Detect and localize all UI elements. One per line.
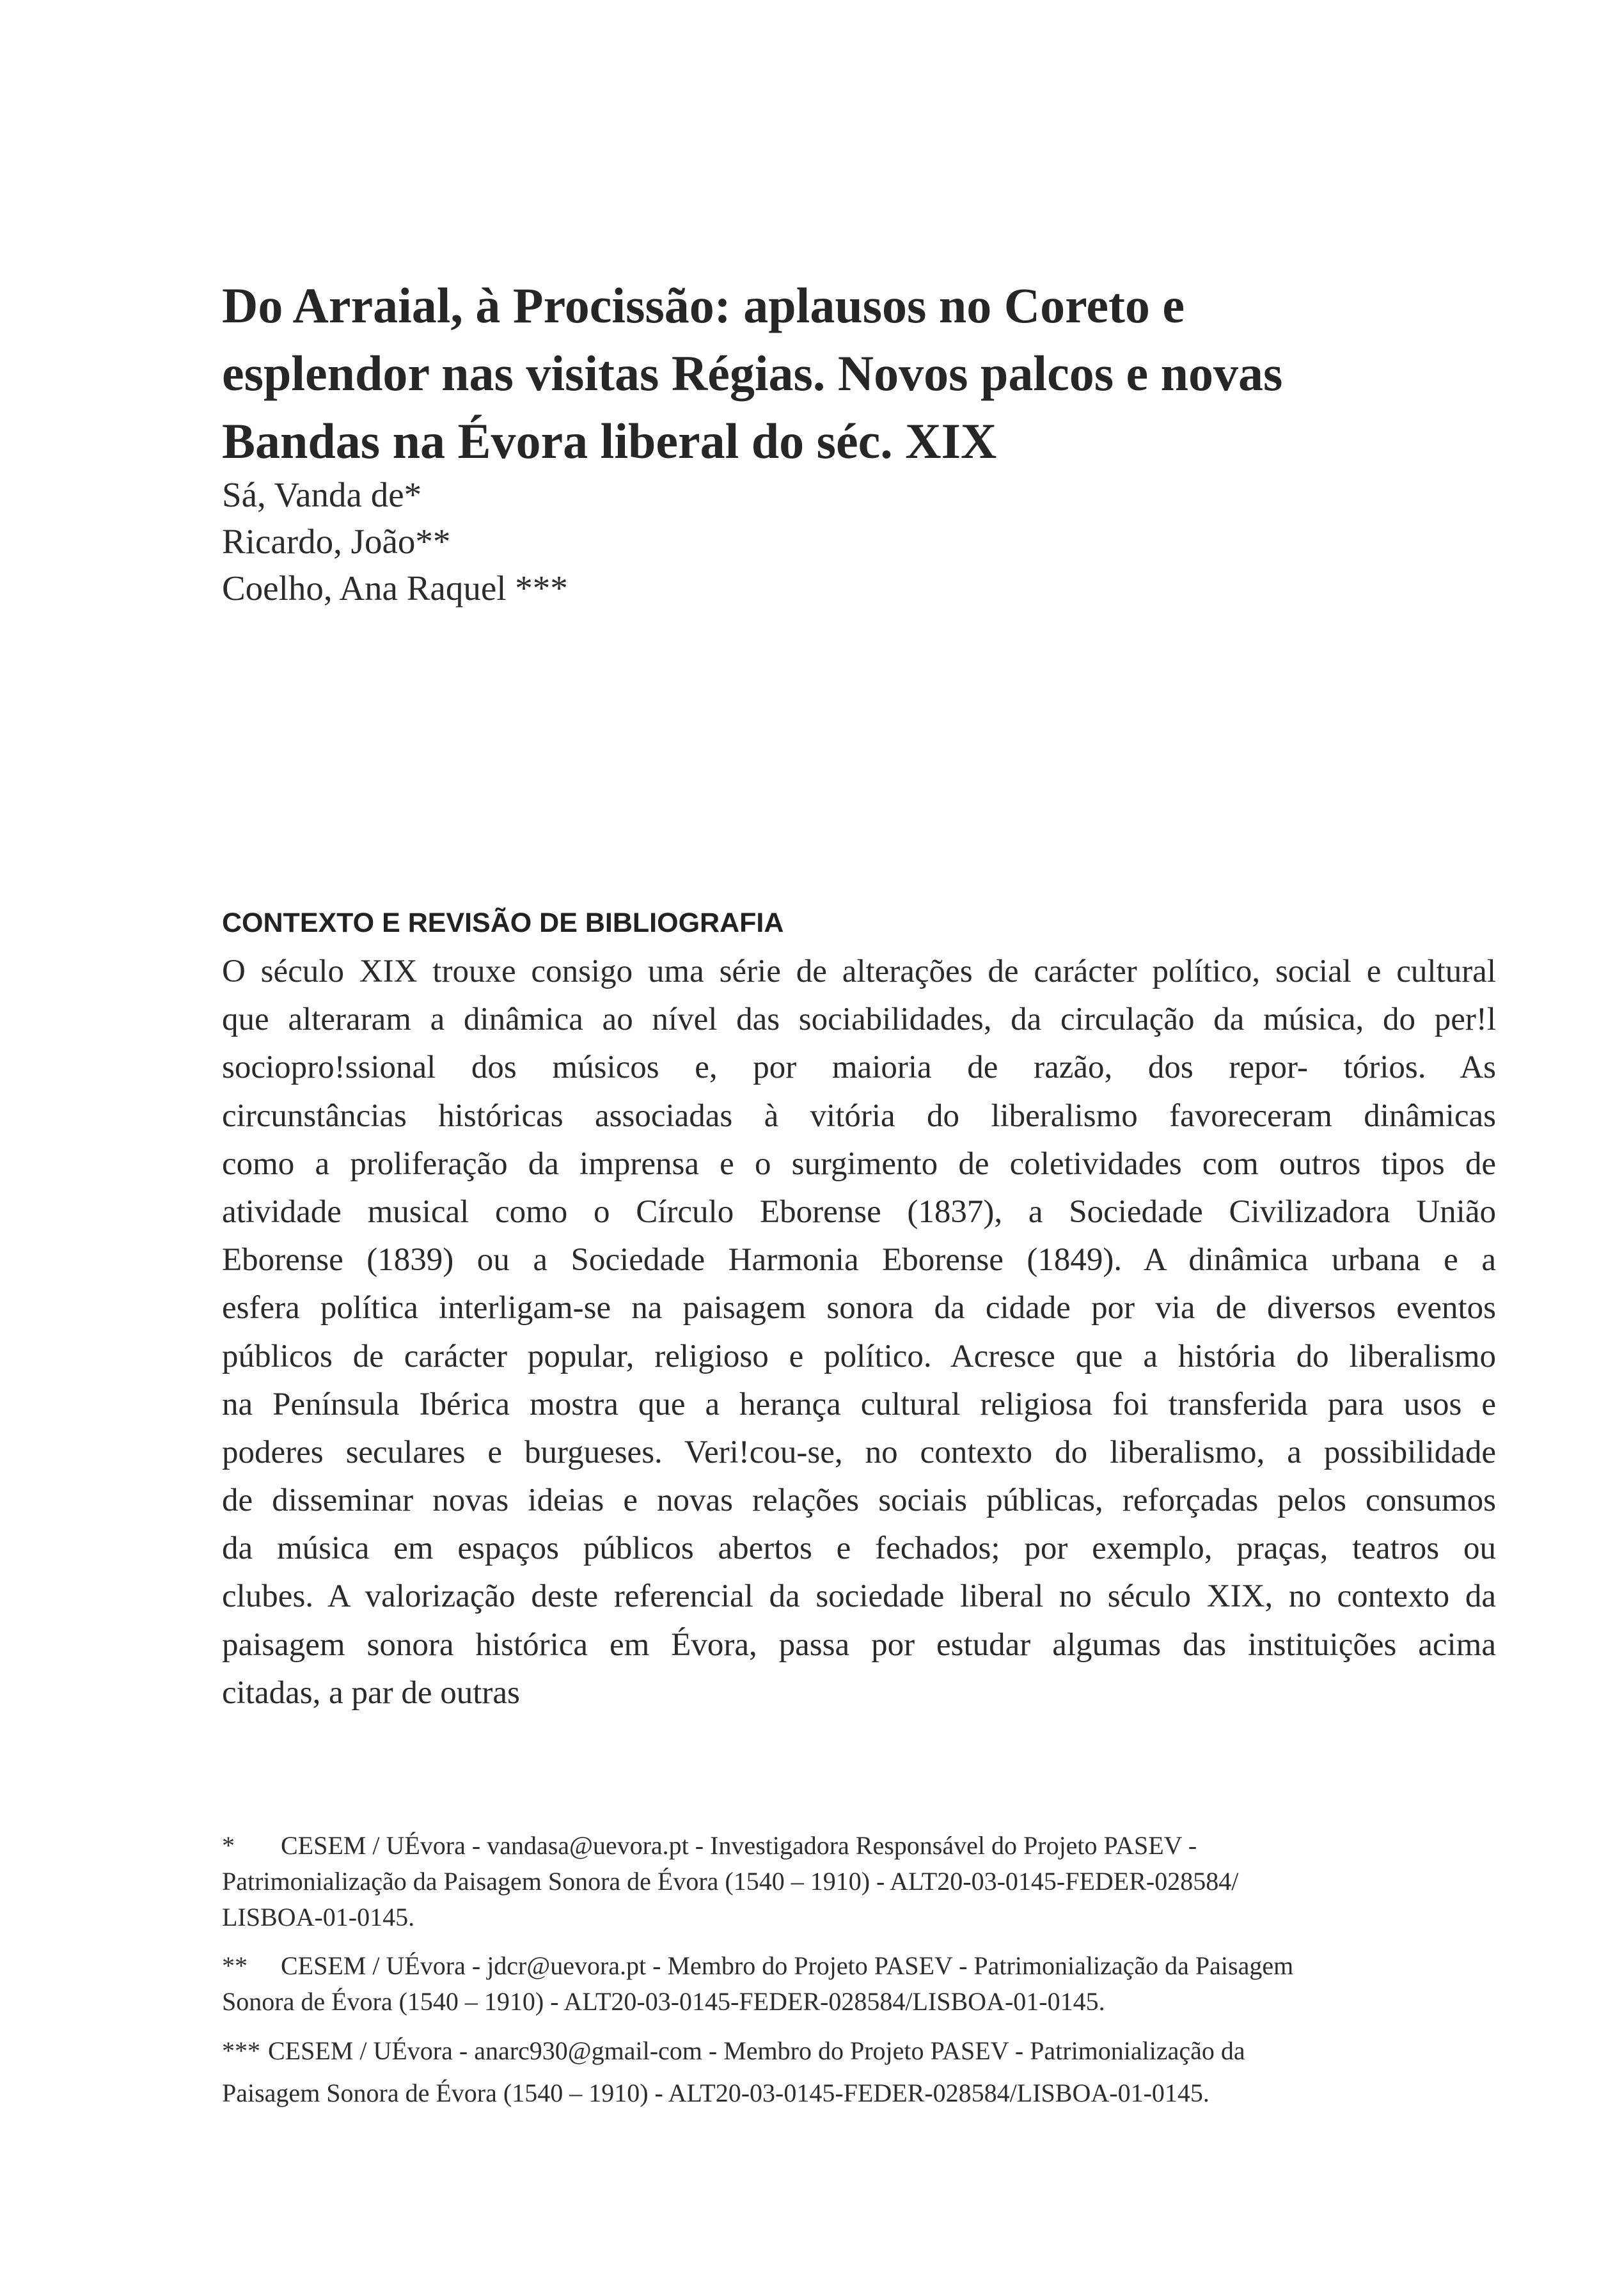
- footnote-marker: ***: [222, 2036, 260, 2065]
- footnote-line: LISBOA-01-0145.: [222, 1903, 415, 1931]
- footnote: [222, 1948, 1476, 2020]
- footnote: [222, 2030, 1476, 2114]
- footnote-line: CESEM / UÉvora - anarc930@gmail-com - Membro do Projeto PASEV - Patrimonialização da: [268, 2036, 1245, 2065]
- body-line: de disseminar novas ideias e novas relações sociais públicas, reforçadas pelos consumos: [222, 1482, 1496, 1519]
- body-line: poderes seculares e burgueses. Veri!cou-se, no contexto do liberalismo, a possibilidade: [222, 1434, 1496, 1470]
- body-line: paisagem sonora histórica em Évora, passa por estudar algumas das instituições acima: [222, 1626, 1496, 1663]
- body-line: citadas, a par de outras: [222, 1674, 520, 1711]
- body-line: na Península Ibérica mostra que a herança cultural religiosa foi transferida para usos e: [222, 1386, 1496, 1422]
- title-line: Bandas na Évora liberal do séc. XIX: [222, 413, 997, 469]
- body-line: circunstâncias históricas associadas à vitória do liberalismo favoreceram dinâmicas: [222, 1097, 1496, 1134]
- author-list: [222, 471, 568, 611]
- footnote-line: Patrimonialização da Paisagem Sonora de Évora (1540 – 1910) - ALT20-03-0145-FEDER-028584/: [222, 1867, 1239, 1896]
- section-heading: CONTEXTO E REVISÃO DE BIBLIOGRAFIA: [222, 908, 784, 938]
- footnote-marker: **: [222, 1951, 248, 1980]
- footnote-line: CESEM / UÉvora - jdcr@uevora.pt - Membro do Projeto PASEV - Patrimonialização da Paisagem: [281, 1951, 1294, 1980]
- author-name: Coelho, Ana Raquel ***: [222, 569, 568, 608]
- body-line: como a proliferação da imprensa e o surgimento de coletividades com outros tipos de: [222, 1145, 1496, 1182]
- body-line: da música em espaços públicos abertos e fechados; por exemplo, praças, teatros ou: [222, 1530, 1496, 1567]
- body-line: esfera política interligam-se na paisagem sonora da cidade por via de diversos eventos: [222, 1290, 1496, 1326]
- footnotes: [222, 1828, 1476, 2114]
- body-line: sociopro!ssional dos músicos e, por maioria de razão, dos repor- tórios. As: [222, 1050, 1496, 1086]
- article-title: [222, 272, 1476, 475]
- title-line: Do Arraial, à Procissão: aplausos no Coreto e: [222, 278, 1185, 333]
- author-name: Ricardo, João**: [222, 522, 451, 561]
- footnote: [222, 1828, 1476, 1935]
- title-line: esplendor nas visitas Régias. Novos palcos e novas: [222, 345, 1283, 401]
- footnote-line: Paisagem Sonora de Évora (1540 – 1910) - ALT20-03-0145-FEDER-028584/LISBOA-01-0145.: [222, 2079, 1209, 2107]
- body-line: atividade musical como o Círculo Eborense (1837), a Sociedade Civilizadora União: [222, 1193, 1496, 1230]
- body-line: O século XIX trouxe consigo uma série de alterações de carácter político, social e cultural: [222, 954, 1496, 989]
- body-line: públicos de carácter popular, religioso e político. Acresce que a história do liberalismo: [222, 1338, 1496, 1374]
- body-line: clubes. A valorização deste referencial da sociedade liberal no século XIX, no contexto da: [222, 1578, 1496, 1615]
- footnote-line: Sonora de Évora (1540 – 1910) - ALT20-03-0145-FEDER-028584/LISBOA-01-0145.: [222, 1987, 1105, 2016]
- author-name: Sá, Vanda de*: [222, 475, 422, 514]
- body-paragraph: [222, 948, 1496, 1717]
- body-line: que alteraram a dinâmica ao nível das sociabilidades, da circulação da música, do per!l: [222, 1002, 1496, 1038]
- footnote-marker: *: [222, 1831, 235, 1860]
- footnote-line: CESEM / UÉvora - vandasa@uevora.pt - Investigadora Responsável do Projeto PASEV -: [281, 1831, 1197, 1860]
- body-line: Eborense (1839) ou a Sociedade Harmonia Eborense (1849). A dinâmica urbana e a: [222, 1242, 1496, 1278]
